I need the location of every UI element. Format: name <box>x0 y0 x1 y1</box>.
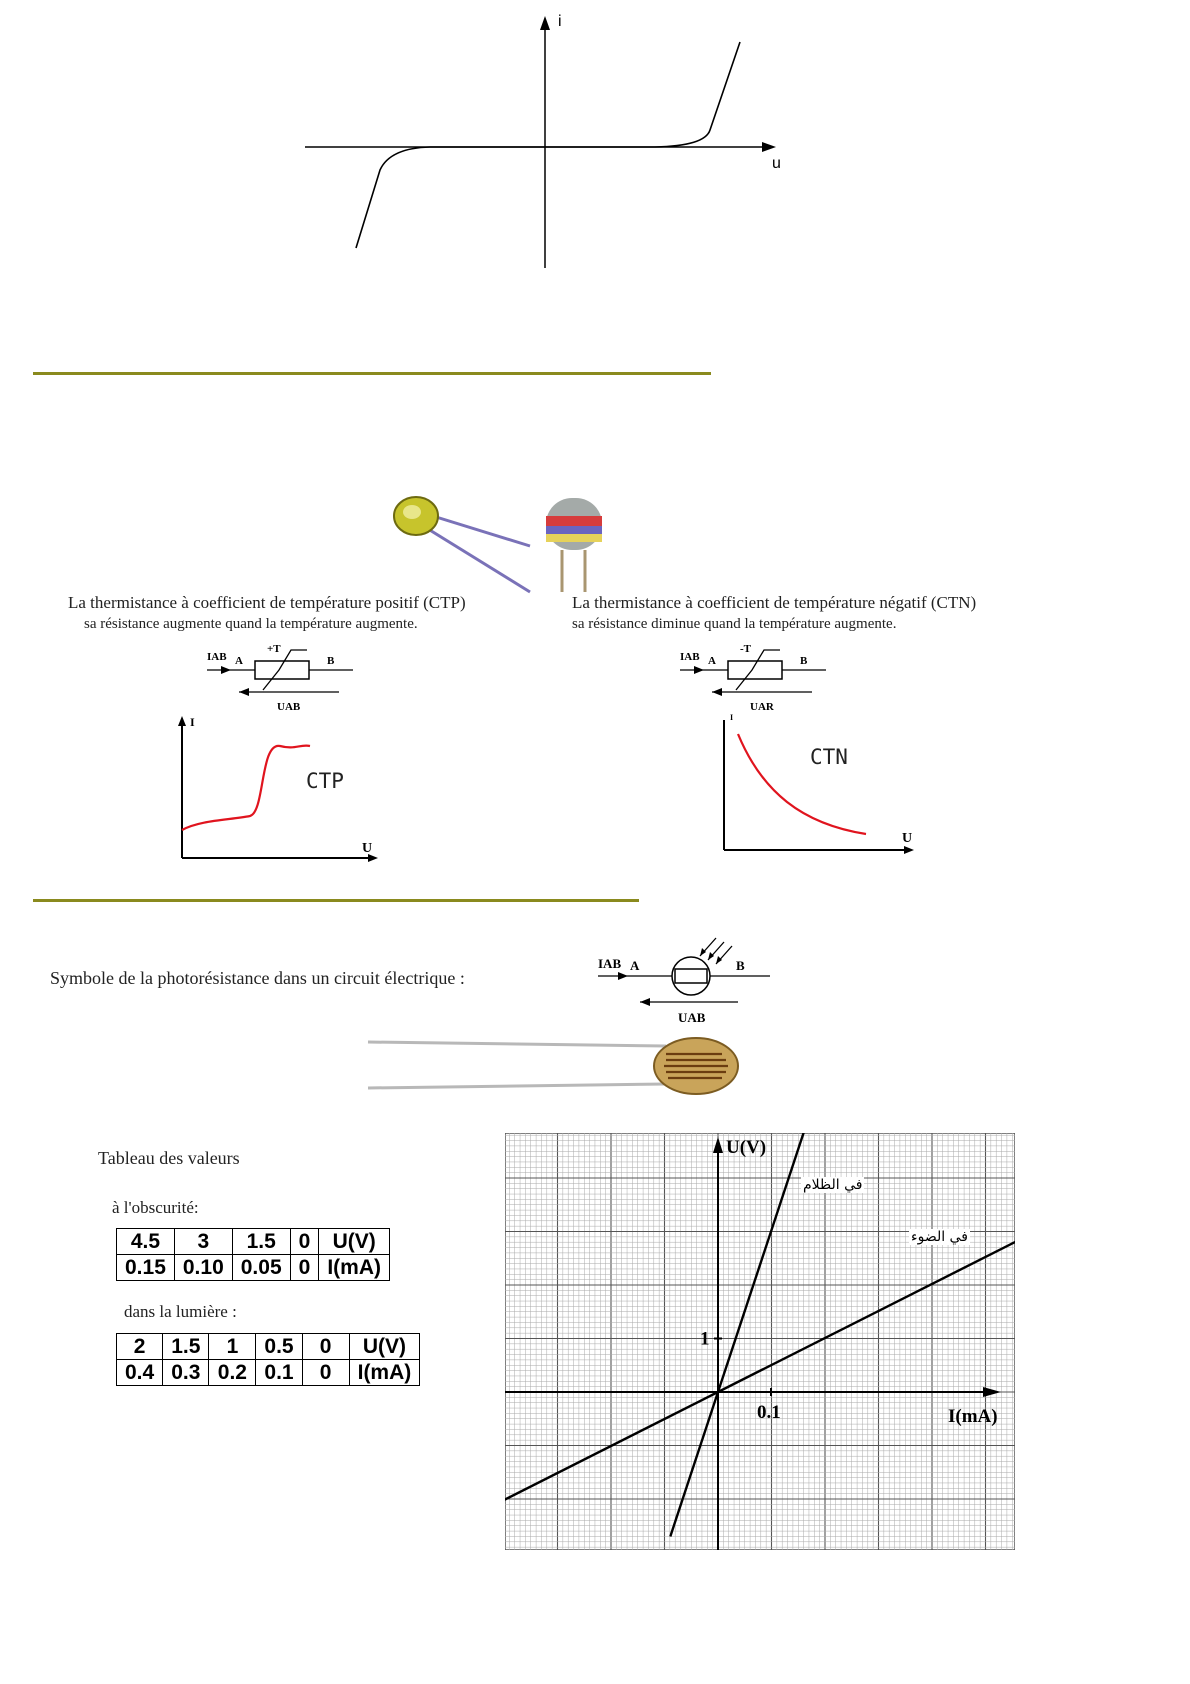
ctn-temp-label: -T <box>740 643 751 655</box>
table-cell: 0.05 <box>232 1255 290 1281</box>
thermistor-photos <box>380 488 620 596</box>
photo-node-a: A <box>630 958 640 973</box>
chart-grid <box>505 1133 1015 1550</box>
ctp-y-label: I <box>190 715 195 729</box>
tables-heading: Tableau des valeurs <box>98 1148 240 1168</box>
chart-series-label-light: في الضوء <box>911 1229 968 1245</box>
table-cell: I(mA) <box>319 1255 390 1281</box>
ctn-description: sa résistance diminue quand la température augmente. <box>572 616 897 632</box>
table-cell: 0.15 <box>117 1255 175 1281</box>
chart-y-axis-label: U(V) <box>726 1137 767 1158</box>
table-row <box>117 1334 420 1360</box>
ctp-resistor <box>255 661 309 679</box>
diode-y-arrow <box>540 16 550 30</box>
photoresistor-photo <box>366 1030 746 1096</box>
ctp-thermistor-highlight <box>403 505 421 519</box>
photo-node-b: B <box>736 958 745 973</box>
table-cell: U(V) <box>319 1229 390 1255</box>
photoresistor-lead-1 <box>368 1042 666 1046</box>
ctn-band-blue <box>546 526 602 534</box>
table-cell: 0.1 <box>256 1360 302 1386</box>
table-cell: 1.5 <box>232 1229 290 1255</box>
ctp-title: La thermistance à coefficient de température positif (CTP) <box>68 593 466 612</box>
ctn-resistor <box>728 661 782 679</box>
chart-x-axis-label: I(mA) <box>948 1406 998 1427</box>
photo-symbol-text: Symbole de la photorésistance dans un circuit électrique : <box>50 968 465 988</box>
photoresistor-circuit-symbol <box>596 928 776 1028</box>
dark-values-table <box>116 1228 390 1281</box>
ctn-voltage-label: UAR <box>750 701 774 713</box>
chart-series-label-dark: في الظلام <box>803 1177 863 1193</box>
table-row <box>117 1360 420 1386</box>
ctp-circuit-symbol <box>205 640 365 716</box>
table-cell: 0 <box>290 1255 319 1281</box>
table-cell: 3 <box>174 1229 232 1255</box>
ctp-x-label: U <box>362 841 373 856</box>
ctp-voltage-label: UAB <box>277 701 301 713</box>
ctp-temp-label: +T <box>267 643 281 655</box>
ctp-node-a: A <box>235 655 243 667</box>
chart-frame <box>505 1133 1015 1550</box>
ctn-x-label: U <box>902 831 913 846</box>
table-cell: 0.3 <box>163 1360 209 1386</box>
photoresistor-lead-2 <box>368 1084 666 1088</box>
ctn-title: La thermistance à coefficient de température négatif (CTN) <box>572 593 977 612</box>
ctn-graph <box>712 712 932 862</box>
ctp-curve-label: CTP <box>306 769 344 793</box>
diode-y-label: i <box>558 13 562 30</box>
table-cell: 0 <box>302 1360 349 1386</box>
table-cell: 0.10 <box>174 1255 232 1281</box>
table-cell: 4.5 <box>117 1229 175 1255</box>
table-cell: 0 <box>302 1334 349 1360</box>
table-cell: 2 <box>117 1334 163 1360</box>
photoresistor-ui-chart <box>505 1133 1015 1550</box>
ctn-node-b: B <box>800 655 808 667</box>
diode-x-arrow <box>762 142 776 152</box>
table-cell: 1.5 <box>163 1334 209 1360</box>
light-caption: dans la lumière : <box>124 1302 237 1321</box>
ctp-current-label: IAB <box>207 651 227 663</box>
ctp-lead-2 <box>420 524 530 592</box>
chart-x-tick-label: 0.1 <box>757 1402 781 1423</box>
ctp-curve <box>182 746 310 830</box>
photo-current-label: IAB <box>598 956 622 971</box>
table-cell: 0.2 <box>209 1360 256 1386</box>
dark-caption: à l'obscurité: <box>112 1198 199 1217</box>
diode-x-label: u <box>772 155 781 172</box>
table-row <box>117 1229 390 1255</box>
table-cell: 0.5 <box>256 1334 302 1360</box>
table-cell: 0.4 <box>117 1360 163 1386</box>
ctn-y-label: I <box>730 713 734 722</box>
section-divider-2 <box>33 899 639 902</box>
chart-y-tick-label: 1 <box>700 1328 710 1350</box>
table-cell: I(mA) <box>349 1360 420 1386</box>
diode-characteristic-graph <box>300 10 800 280</box>
ctn-band-red <box>546 516 602 526</box>
ctn-band-yellow <box>546 534 602 542</box>
ctn-curve-label: CTN <box>810 745 848 769</box>
light-values-table <box>116 1333 420 1386</box>
ctn-circuit-symbol <box>678 640 838 716</box>
table-row <box>117 1255 390 1281</box>
ctn-current-label: IAB <box>680 651 700 663</box>
ctp-graph <box>170 712 390 867</box>
photoresistor-body <box>675 969 707 983</box>
section-divider-1 <box>33 372 711 375</box>
table-cell: 1 <box>209 1334 256 1360</box>
diode-curve <box>356 42 740 248</box>
ctp-node-b: B <box>327 655 335 667</box>
table-cell: U(V) <box>349 1334 420 1360</box>
ctn-node-a: A <box>708 655 716 667</box>
ctp-description: sa résistance augmente quand la température augmente. <box>84 616 418 632</box>
photo-voltage-label: UAB <box>678 1010 706 1025</box>
table-cell: 0 <box>290 1229 319 1255</box>
